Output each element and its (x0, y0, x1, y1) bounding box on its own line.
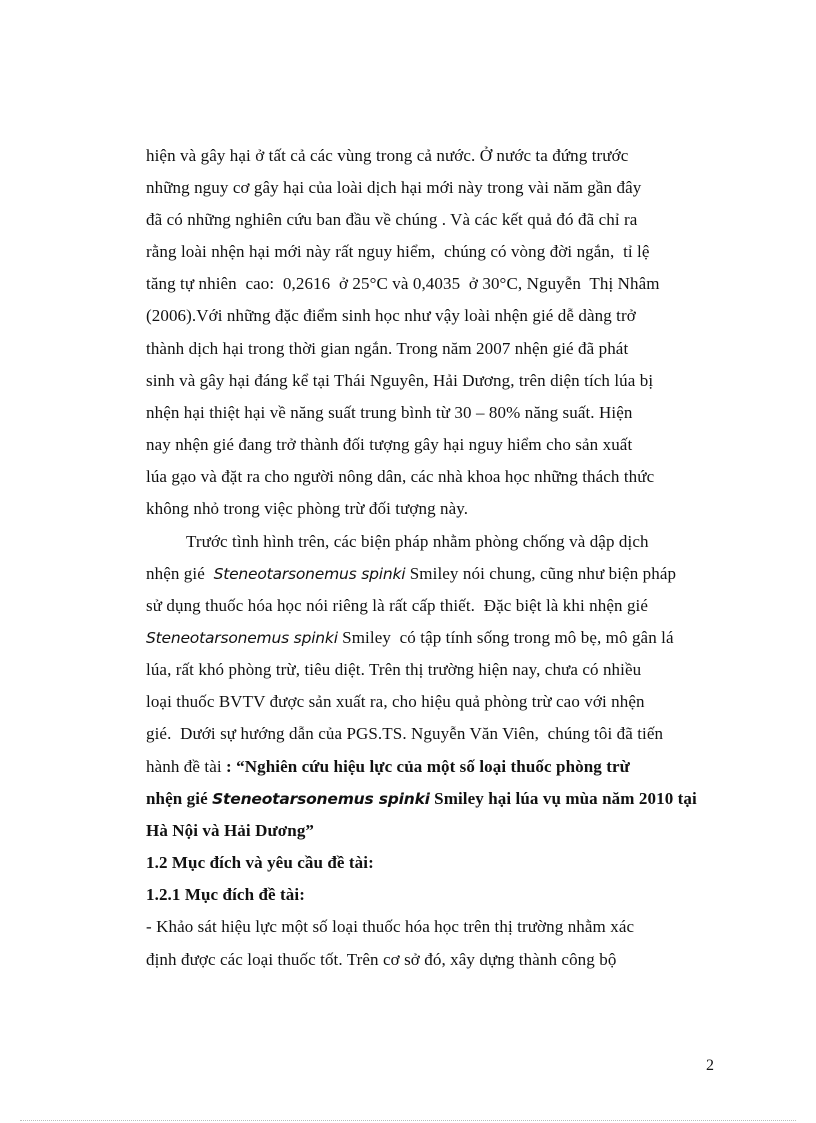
page-bottom-divider (20, 1120, 796, 1121)
body-line-8: sinh và gây hại đáng kể tại Thái Nguyên, Hải Dương, trên diện tích lúa bị (146, 371, 654, 390)
page-number: 2 (706, 1057, 714, 1074)
thesis-title-bold: : “Nghiên cứu hiệu lực của một số loại thuốc phòng trừ (226, 757, 630, 776)
body-line-11: lúa gạo và đặt ra cho người nông dân, các nhà khoa học những thách thức (146, 467, 655, 486)
species-name-italic: Steneotarsonemus spinki (213, 565, 406, 583)
body-line-18: loại thuốc BVTV được sản xuất ra, cho hiệu quả phòng trừ cao với nhện (146, 692, 645, 711)
section-heading-1-2: 1.2 Mục đích và yêu cầu đề tài: (146, 853, 374, 872)
body-line-17: lúa, rất khó phòng trừ, tiêu diệt. Trên thị trường hiện nay, chưa có nhiều (146, 660, 642, 679)
body-line-4: rằng loài nhện hại mới này rất nguy hiểm, chúng có vòng đời ngắn, tỉ lệ (146, 242, 650, 261)
body-line-22: Hà Nội và Hải Dương” (146, 821, 315, 840)
body-line-13: Trước tình hình trên, các biện pháp nhằm phòng chống và dập dịch (186, 532, 649, 551)
body-line-15: sử dụng thuốc hóa học nói riêng là rất cấp thiết. Đặc biệt là khi nhện gié (146, 596, 649, 615)
body-line-10: nay nhện gié đang trở thành đối tượng gây hại nguy hiểm cho sản xuất (146, 435, 633, 454)
body-line-3: đã có những nghiên cứu ban đầu về chúng . Và các kết quả đó đã chỉ ra (146, 210, 638, 229)
body-line-16: Steneotarsonemus spinki Smiley có tập tính sống trong mô bẹ, mô gân lá (146, 628, 674, 647)
species-name-italic: Steneotarsonemus spinki (146, 629, 338, 647)
body-line-21: nhện gié Steneotarsonemus spinki Smiley hại lúa vụ mùa năm 2010 tại (146, 789, 697, 808)
body-line-5: tăng tự nhiên cao: 0,2616 ở 25°C và 0,4035 ở 30°C, Nguyễn Thị Nhâm (146, 274, 660, 293)
body-line-14: nhện gié Steneotarsonemus spinki Smiley nói chung, cũng như biện pháp (146, 564, 677, 583)
section-heading-1-2-1: 1.2.1 Mục đích đề tài: (146, 885, 305, 904)
species-name-bold-italic: Steneotarsonemus spinki (212, 790, 430, 808)
body-line-19: gié. Dưới sự hướng dẫn của PGS.TS. Nguyễn Văn Viên, chúng tôi đã tiến (146, 724, 664, 743)
body-line-2: những nguy cơ gây hại của loài dịch hại mới này trong vài năm gần đây (146, 178, 642, 197)
body-line-12: không nhỏ trong việc phòng trừ đối tượng này. (146, 499, 469, 518)
body-line-25: - Khảo sát hiệu lực một số loại thuốc hóa học trên thị trường nhằm xác (146, 917, 635, 936)
body-line-1: hiện và gây hại ở tất cả các vùng trong cả nước. Ở nước ta đứng trước (146, 146, 629, 165)
body-line-9: nhện hại thiệt hại về năng suất trung bình từ 30 – 80% năng suất. Hiện (146, 403, 633, 422)
body-line-7: thành dịch hại trong thời gian ngắn. Trong năm 2007 nhện gié đã phát (146, 339, 629, 358)
body-line-6: (2006).Với những đặc điểm sinh học như vậy loài nhện gié dễ dàng trở (146, 306, 636, 325)
body-line-20: hành đề tài : “Nghiên cứu hiệu lực của một số loại thuốc phòng trừ (146, 757, 630, 776)
body-line-26: định được các loại thuốc tốt. Trên cơ sở đó, xây dựng thành công bộ (146, 950, 617, 969)
